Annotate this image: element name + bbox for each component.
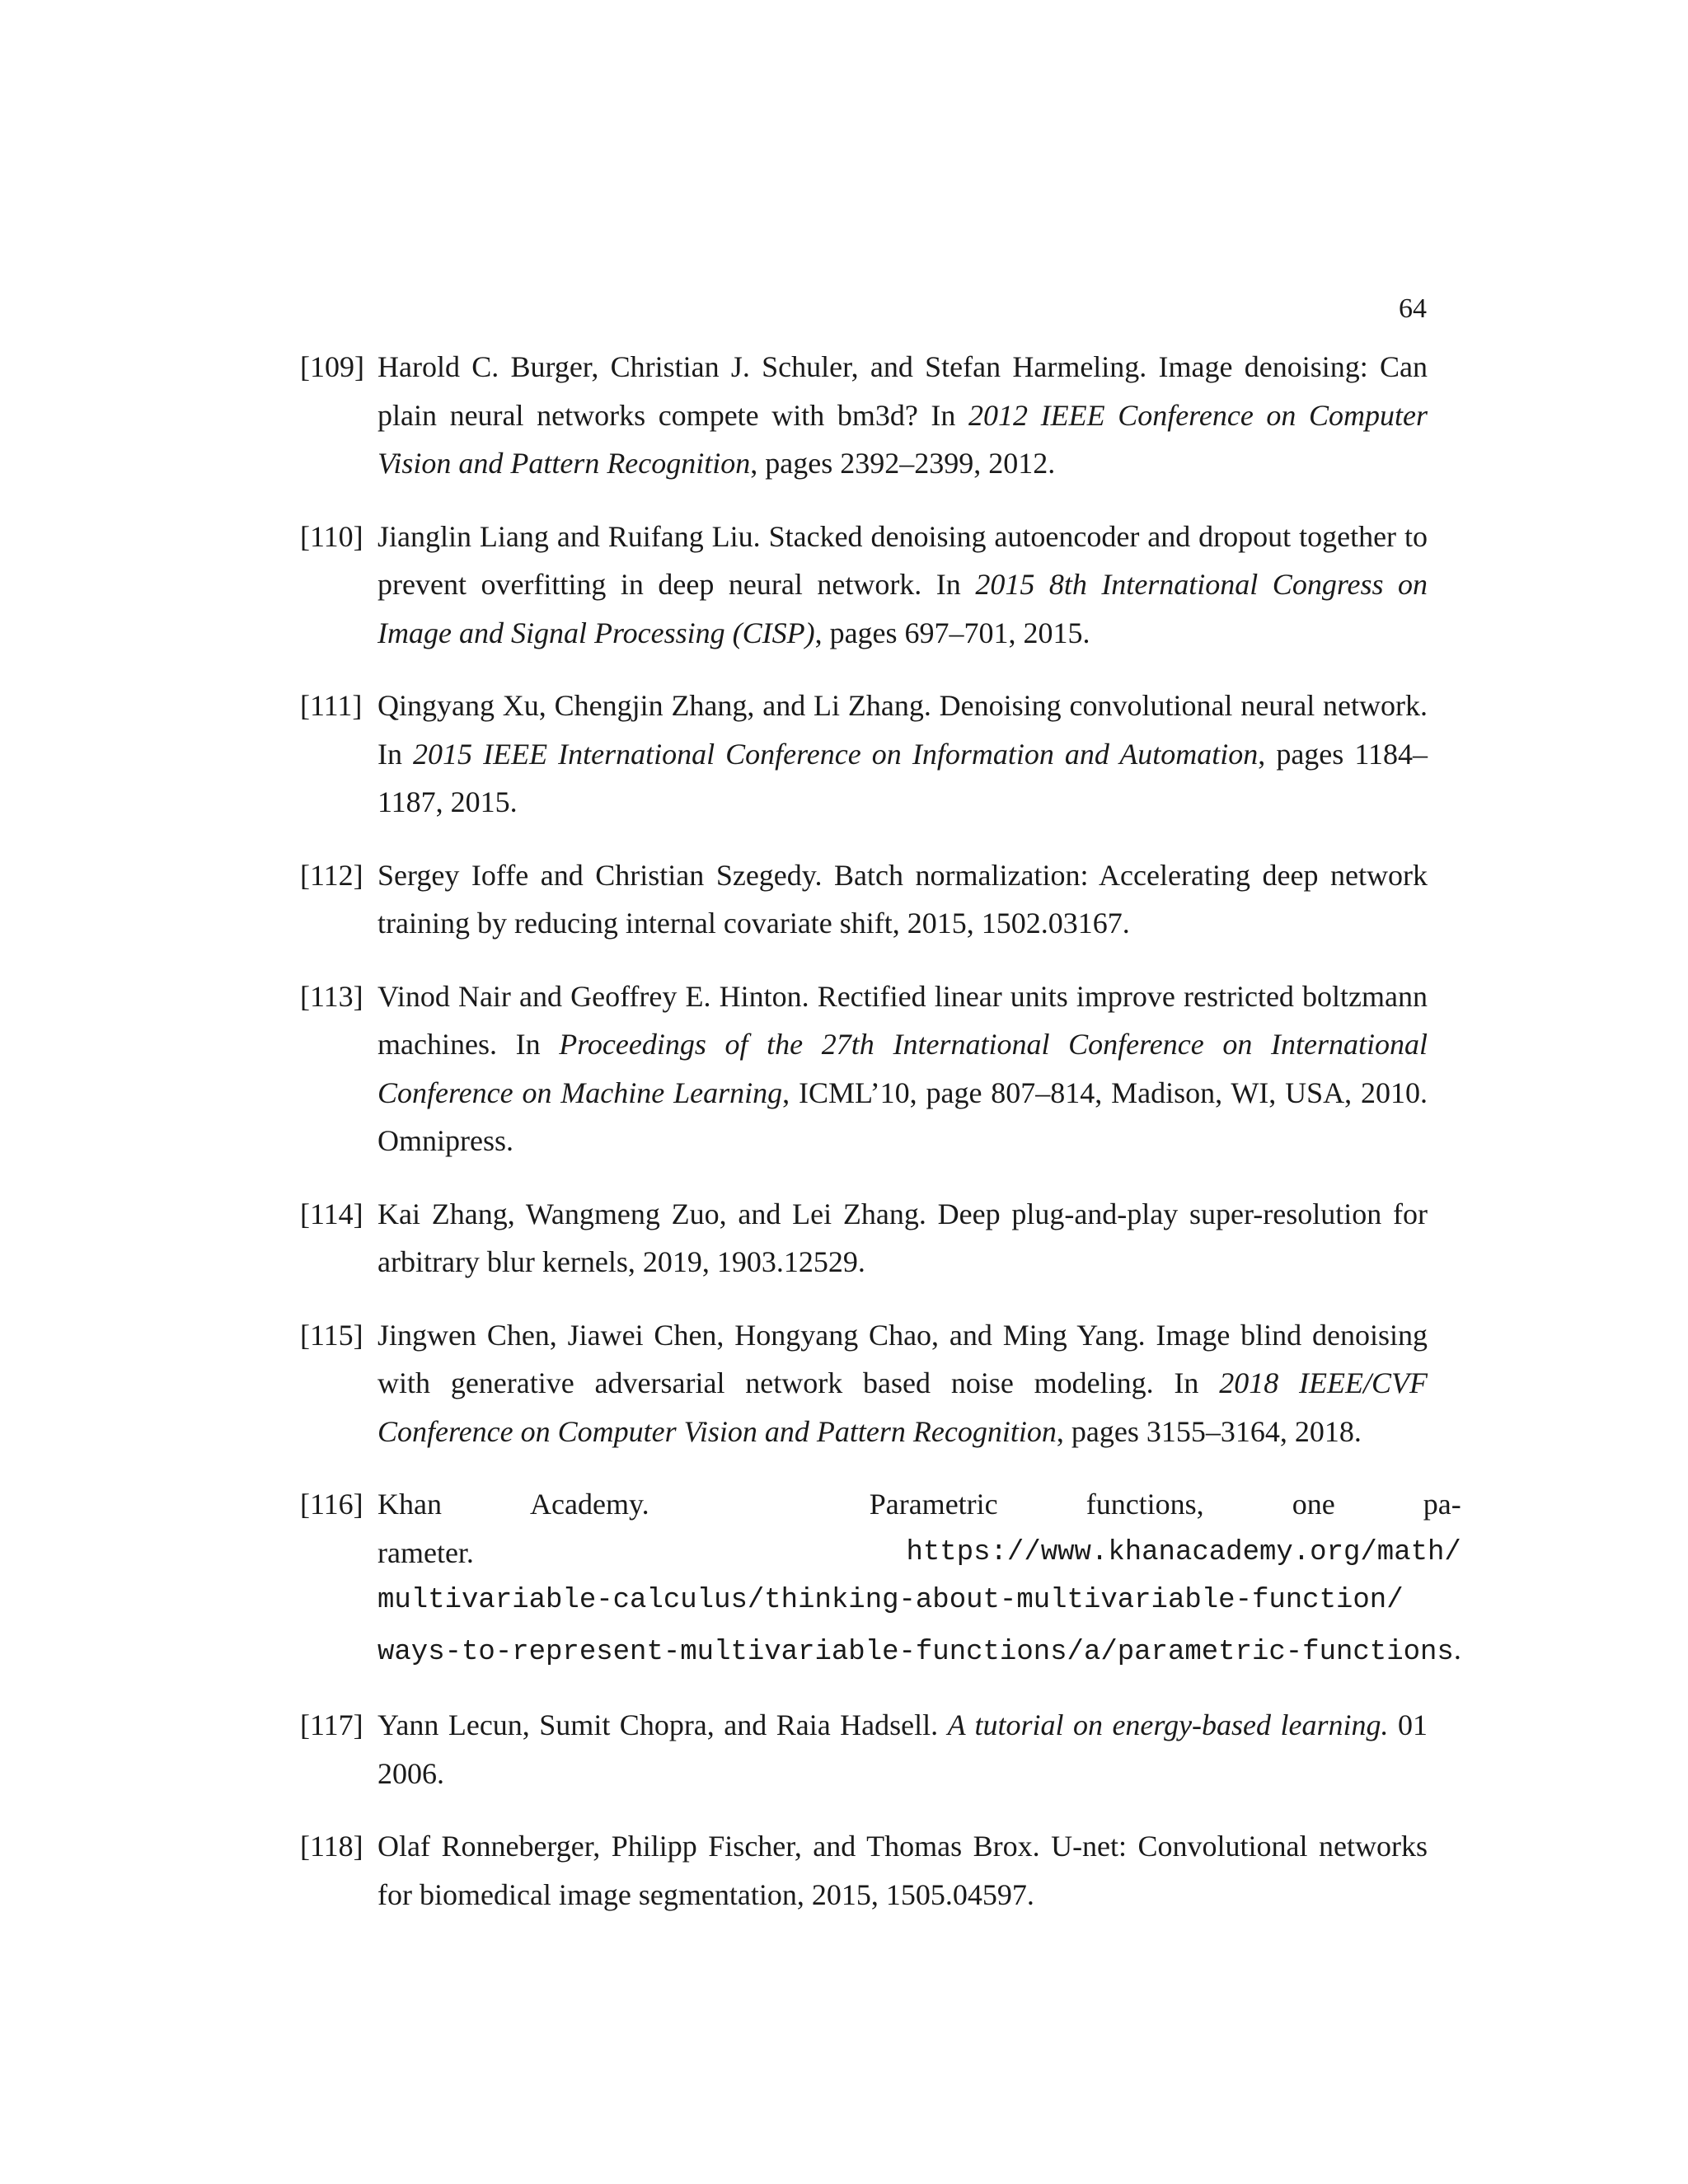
page-number: 64	[1399, 293, 1427, 324]
reference-item-117	[300, 1701, 1428, 1797]
reference-item-109	[300, 343, 1428, 488]
reference-label: [109]	[300, 350, 364, 383]
reference-text: Kai Zhang, Wangmeng Zuo, and Lei Zhang. Deep plug-and-play super-resolution for arbitrary blur kernels, 2019, 1903.12529.	[377, 1197, 1428, 1278]
reference-text: Harold C. Burger, Christian J. Schuler, and Stefan Harmeling. Image denoising: Can plain neural networks compete with bm3d? In 2012 IEEE Conference on Computer Vision and Pattern Recognition, pages 2392–2399, 2012.	[377, 350, 1428, 480]
reference-url-continuation[interactable]: multivariable-calculus/thinking-about-multivariable-function/	[377, 1585, 1404, 1616]
reference-venue: 2018 IEEE/CVF Conference on Computer Vision and Pattern Recognition	[377, 1366, 1428, 1448]
reference-label: [110]	[300, 519, 363, 553]
reference-label: [112]	[300, 858, 363, 892]
reference-url-continuation[interactable]: ways-to-represent-multivariable-functions/a/parametric-functions	[377, 1636, 1454, 1668]
reference-venue: 2012 IEEE Conference on Computer Vision and Pattern Recognition	[377, 398, 1428, 480]
reference-venue: 2015 IEEE International Conference on Information and Automation	[413, 737, 1259, 771]
reference-item-113	[300, 972, 1428, 1165]
reference-item-110	[300, 513, 1428, 658]
reference-item-115	[300, 1311, 1428, 1456]
reference-label: [117]	[300, 1708, 363, 1741]
reference-label: [111]	[300, 689, 363, 722]
reference-label: [113]	[300, 979, 363, 1013]
reference-text: Vinod Nair and Geoffrey E. Hinton. Rectified linear units improve restricted boltzmann machines. In Proceedings of the 27th International Conference on International Conference on Machine Learning, ICML’10, page 807–814, Madison, WI, USA, 2010. Omnipress.	[377, 979, 1428, 1157]
reference-item-114	[300, 1190, 1428, 1286]
reference-text: Yann Lecun, Sumit Chopra, and Raia Hadsell. A tutorial on energy-based learning. 01 2006.	[377, 1708, 1428, 1790]
reference-venue: Proceedings of the 27th International Conference on International Conference on Machine Learning	[377, 1028, 1428, 1109]
reference-text: Khan Academy. Parametric functions, one pa- rameter. https://www.khanacademy.org/math/ multivariable-calculus/thinking-about-multivariable-function/ ways-to-represent-multivariable-functions/a/parametric-functions.	[377, 1488, 1461, 1668]
reference-label: [115]	[300, 1318, 363, 1352]
reference-text: Olaf Ronneberger, Philipp Fischer, and Thomas Brox. U-net: Convolutional networks for biomedical image segmentation, 2015, 1505.04597.	[377, 1830, 1428, 1911]
reference-text: Sergey Ioffe and Christian Szegedy. Batch normalization: Accelerating deep network training by reducing internal covariate shift, 2015, 1502.03167.	[377, 858, 1428, 940]
reference-label: [114]	[300, 1197, 363, 1230]
reference-url-link[interactable]: https://www.khanacademy.org/math/	[906, 1536, 1461, 1568]
reference-text: Jianglin Liang and Ruifang Liu. Stacked denoising autoencoder and dropout together to prevent overfitting in deep neural network. In 2015 8th International Congress on Image and Signal Processing (CISP), pages 697–701, 2015.	[377, 519, 1428, 649]
reference-item-111	[300, 682, 1428, 827]
reference-item-112	[300, 851, 1428, 948]
reference-label: [118]	[300, 1830, 363, 1863]
reference-item-118	[300, 1822, 1428, 1919]
reference-item-116	[300, 1480, 1461, 1676]
reference-text: Jingwen Chen, Jiawei Chen, Hongyang Chao, and Ming Yang. Image blind denoising with generative adversarial network based noise modeling. In 2018 IEEE/CVF Conference on Computer Vision and Pattern Recognition, pages 3155–3164, 2018.	[377, 1318, 1428, 1448]
reference-venue: 2015 8th International Congress on Image and Signal Processing (CISP)	[377, 568, 1428, 649]
reference-text: Qingyang Xu, Chengjin Zhang, and Li Zhang. Denoising convolutional neural network. In 2015 IEEE International Conference on Information and Automation, pages 1184–1187, 2015.	[377, 689, 1428, 818]
reference-label: [116]	[300, 1488, 363, 1521]
reference-title: A tutorial on energy-based learning.	[947, 1708, 1389, 1741]
reference-list	[300, 343, 1461, 1943]
